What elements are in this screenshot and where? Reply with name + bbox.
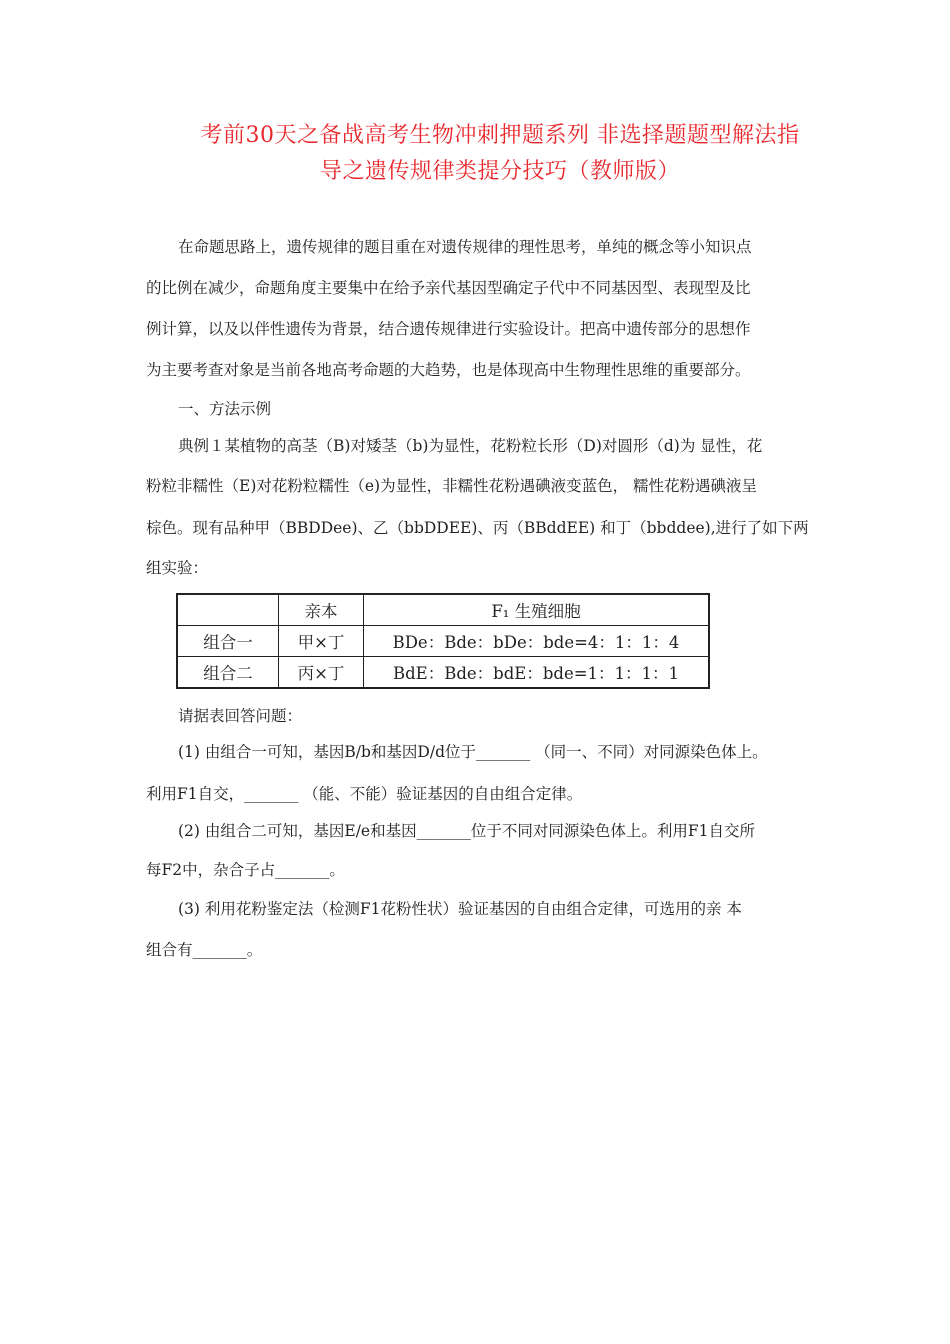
document-title-line-1: 考前30天之备战高考生物冲刺押题系列 非选择题题型解法指 bbox=[200, 123, 800, 148]
table-header-row bbox=[177, 594, 709, 626]
document-title-line-2: 导之遗传规律类提分技巧（教师版） bbox=[319, 159, 680, 184]
section-heading: 一、方法示例 bbox=[178, 400, 272, 418]
question-prompt: 请据表回答问题： bbox=[178, 707, 303, 725]
table-row bbox=[177, 657, 709, 689]
question-line-5: (3) 利用花粉鉴定法（检测F1花粉性状）验证基因的自由组合定律，可选用的亲 本 bbox=[178, 900, 742, 918]
question-line-6: 组合有_______。 bbox=[146, 941, 263, 959]
table-header-cell: F₁ 生殖细胞 bbox=[364, 594, 710, 626]
table-cell: BdE：Bde：bdE：bde=1：1：1：1 bbox=[364, 657, 710, 689]
table-header-cell: 亲本 bbox=[279, 594, 364, 626]
intro-paragraph-line-1: 在命题思路上，遗传规律的题目重在对遗传规律的理性思考，单纯的概念等小知识点 bbox=[178, 238, 752, 256]
table-cell: 组合二 bbox=[177, 657, 279, 689]
table-cell: 甲×丁 bbox=[279, 626, 364, 657]
question-line-1: (1) 由组合一可知，基因B/b和基因D/d位于_______ （同一、不同）对同源染色体上。 bbox=[178, 743, 768, 761]
example-line-1: 典例１某植物的高茎（B)对矮茎（b)为显性，花粉粒长形（D)对圆形（d)为 显性，花 bbox=[178, 437, 763, 455]
intro-paragraph-line-3: 例计算，以及以伴性遗传为背景，结合遗传规律进行实验设计。把高中遗传部分的思想作 bbox=[146, 320, 751, 338]
table-cell: 组合一 bbox=[177, 626, 279, 657]
table-cell: 丙×丁 bbox=[279, 657, 364, 689]
table-cell: BDe：Bde：bDe：bde=4：1：1：4 bbox=[364, 626, 710, 657]
example-line-3: 棕色。现有品种甲（BBDDee)、乙（bbDDEE)、丙（BBddEE) 和丁（bbddee),进行了如下两 bbox=[146, 519, 809, 537]
example-line-2: 粉粒非糯性（E)对花粉粒糯性（e)为显性，非糯性花粉遇碘液变蓝色， 糯性花粉遇碘液呈 bbox=[146, 477, 758, 495]
example-line-4: 组实验： bbox=[146, 559, 209, 577]
intro-paragraph-line-2: 的比例在减少，命题角度主要集中在给予亲代基因型确定子代中不同基因型、表现型及比 bbox=[146, 279, 751, 297]
question-line-3: (2) 由组合二可知，基因E/e和基因_______位于不同对同源染色体上。利用F1自交所 bbox=[178, 822, 755, 840]
table-header-cell bbox=[177, 594, 279, 626]
question-line-4: 每F2中，杂合子占_______。 bbox=[146, 861, 345, 879]
experiment-table bbox=[176, 593, 710, 689]
intro-paragraph-line-4: 为主要考查对象是当前各地高考命题的大趋势，也是体现高中生物理性思维的重要部分。 bbox=[146, 361, 751, 379]
question-line-2: 利用F1自交，_______ （能、不能）验证基因的自由组合定律。 bbox=[146, 785, 583, 803]
table-row bbox=[177, 626, 709, 657]
